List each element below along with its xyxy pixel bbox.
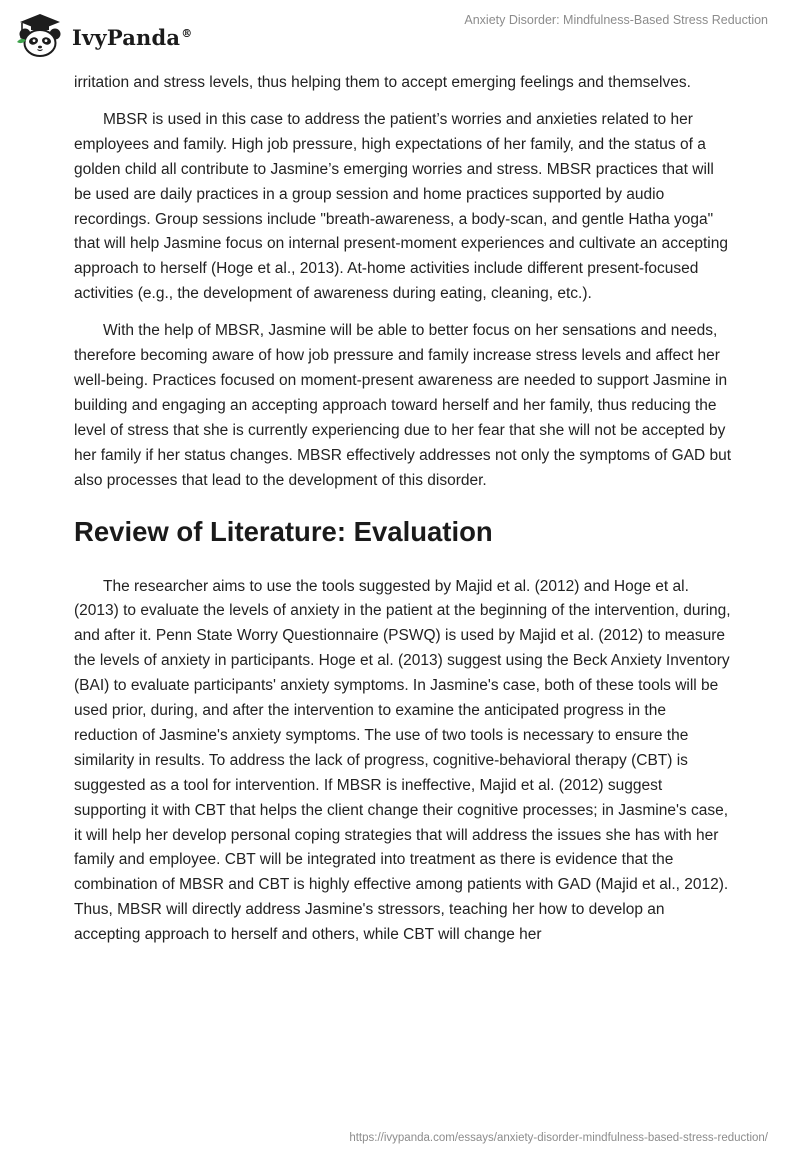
section-heading: Review of Literature: Evaluation [74,515,493,547]
document-title: Anxiety Disorder: Mindfulness-Based Stress Reduction [464,13,768,27]
paragraph-continuation: irritation and stress levels, thus helping them to accept emerging feelings and themselves. [74,74,691,91]
paragraph: MBSR is used in this case to address the patient’s worries and anxieties related to her employees and family. High job pressure, high expectations of her family, and the status of a golden child all contribute to Jasmine’s emerging worries and stress. MBSR practices that will be used are daily practices in a group session and home practices supported by audio recordings. Group sessions include "breath-awareness, a body-scan, and gentle Hatha yoga" that will help Jasmine focus on internal present-moment experiences and cultivate an accepting approach to herself (Hoge et al., 2013). At-home activities include different present-focused activities (e.g., the development of awareness during eating, cleaning, etc.). [74,110,728,303]
brand-logo[interactable] [14,12,192,58]
essay-body [74,71,734,960]
brand-name [72,25,192,50]
panda-graduation-cap-icon [14,12,66,58]
brand-name-text: IvyPanda [72,24,181,50]
paragraph: With the help of MBSR, Jasmine will be able to better focus on her sensations and needs, therefore becoming aware of how job pressure and family increase stress levels and affect her well-being. Practices focused on moment-present awareness are needed to support Jasmine in building and engaging an accepting approach toward herself and her family, thus reducing the level of stress that she is currently experiencing due to her fear that she will not be accepted by her family if her status changes. MBSR effectively addresses not only the symptoms of GAD but also processes that lead to the development of this disorder. [74,322,732,489]
brand-registered-mark: ® [181,26,193,40]
page-header [0,0,800,70]
paragraph: The researcher aims to use the tools suggested by Majid et al. (2012) and Hoge et al. (2013) to evaluate the levels of anxiety in the patient at the beginning of the intervention, during, and after it. Penn State Worry Questionnaire (PSWQ) is used by Majid et al. (2012) to measure the levels of anxiety in participants. Hoge et al. (2013) suggest using the Beck Anxiety Inventory (BAI) to evaluate participants' anxiety symptoms. In Jasmine's case, both of these tools will be used prior, during, and after the intervention to examine the anticipated progress in the reduction of Jasmine's anxiety symptoms. The use of two tools is necessary to ensure the similarity in results. To address the lack of progress, cognitive-behavioral therapy (CBT) is suggested as a tool for intervention. If MBSR is ineffective, Majid et al. (2012) suggest supporting it with CBT that helps the client change their cognitive processes; in Jasmine's case, it will help her develop personal coping strategies that will address the issues she has with her family and employee. CBT will be integrated into treatment as there is evidence that the combination of MBSR and CBT is highly effective among patients with GAD (Majid et al., 2012). Thus, MBSR will directly address Jasmine's stressors, teaching her how to develop an accepting approach to herself and others, while CBT will change her [74,577,731,944]
source-url[interactable]: https://ivypanda.com/essays/anxiety-disorder-mindfulness-based-stress-reduction/ [349,1132,768,1144]
